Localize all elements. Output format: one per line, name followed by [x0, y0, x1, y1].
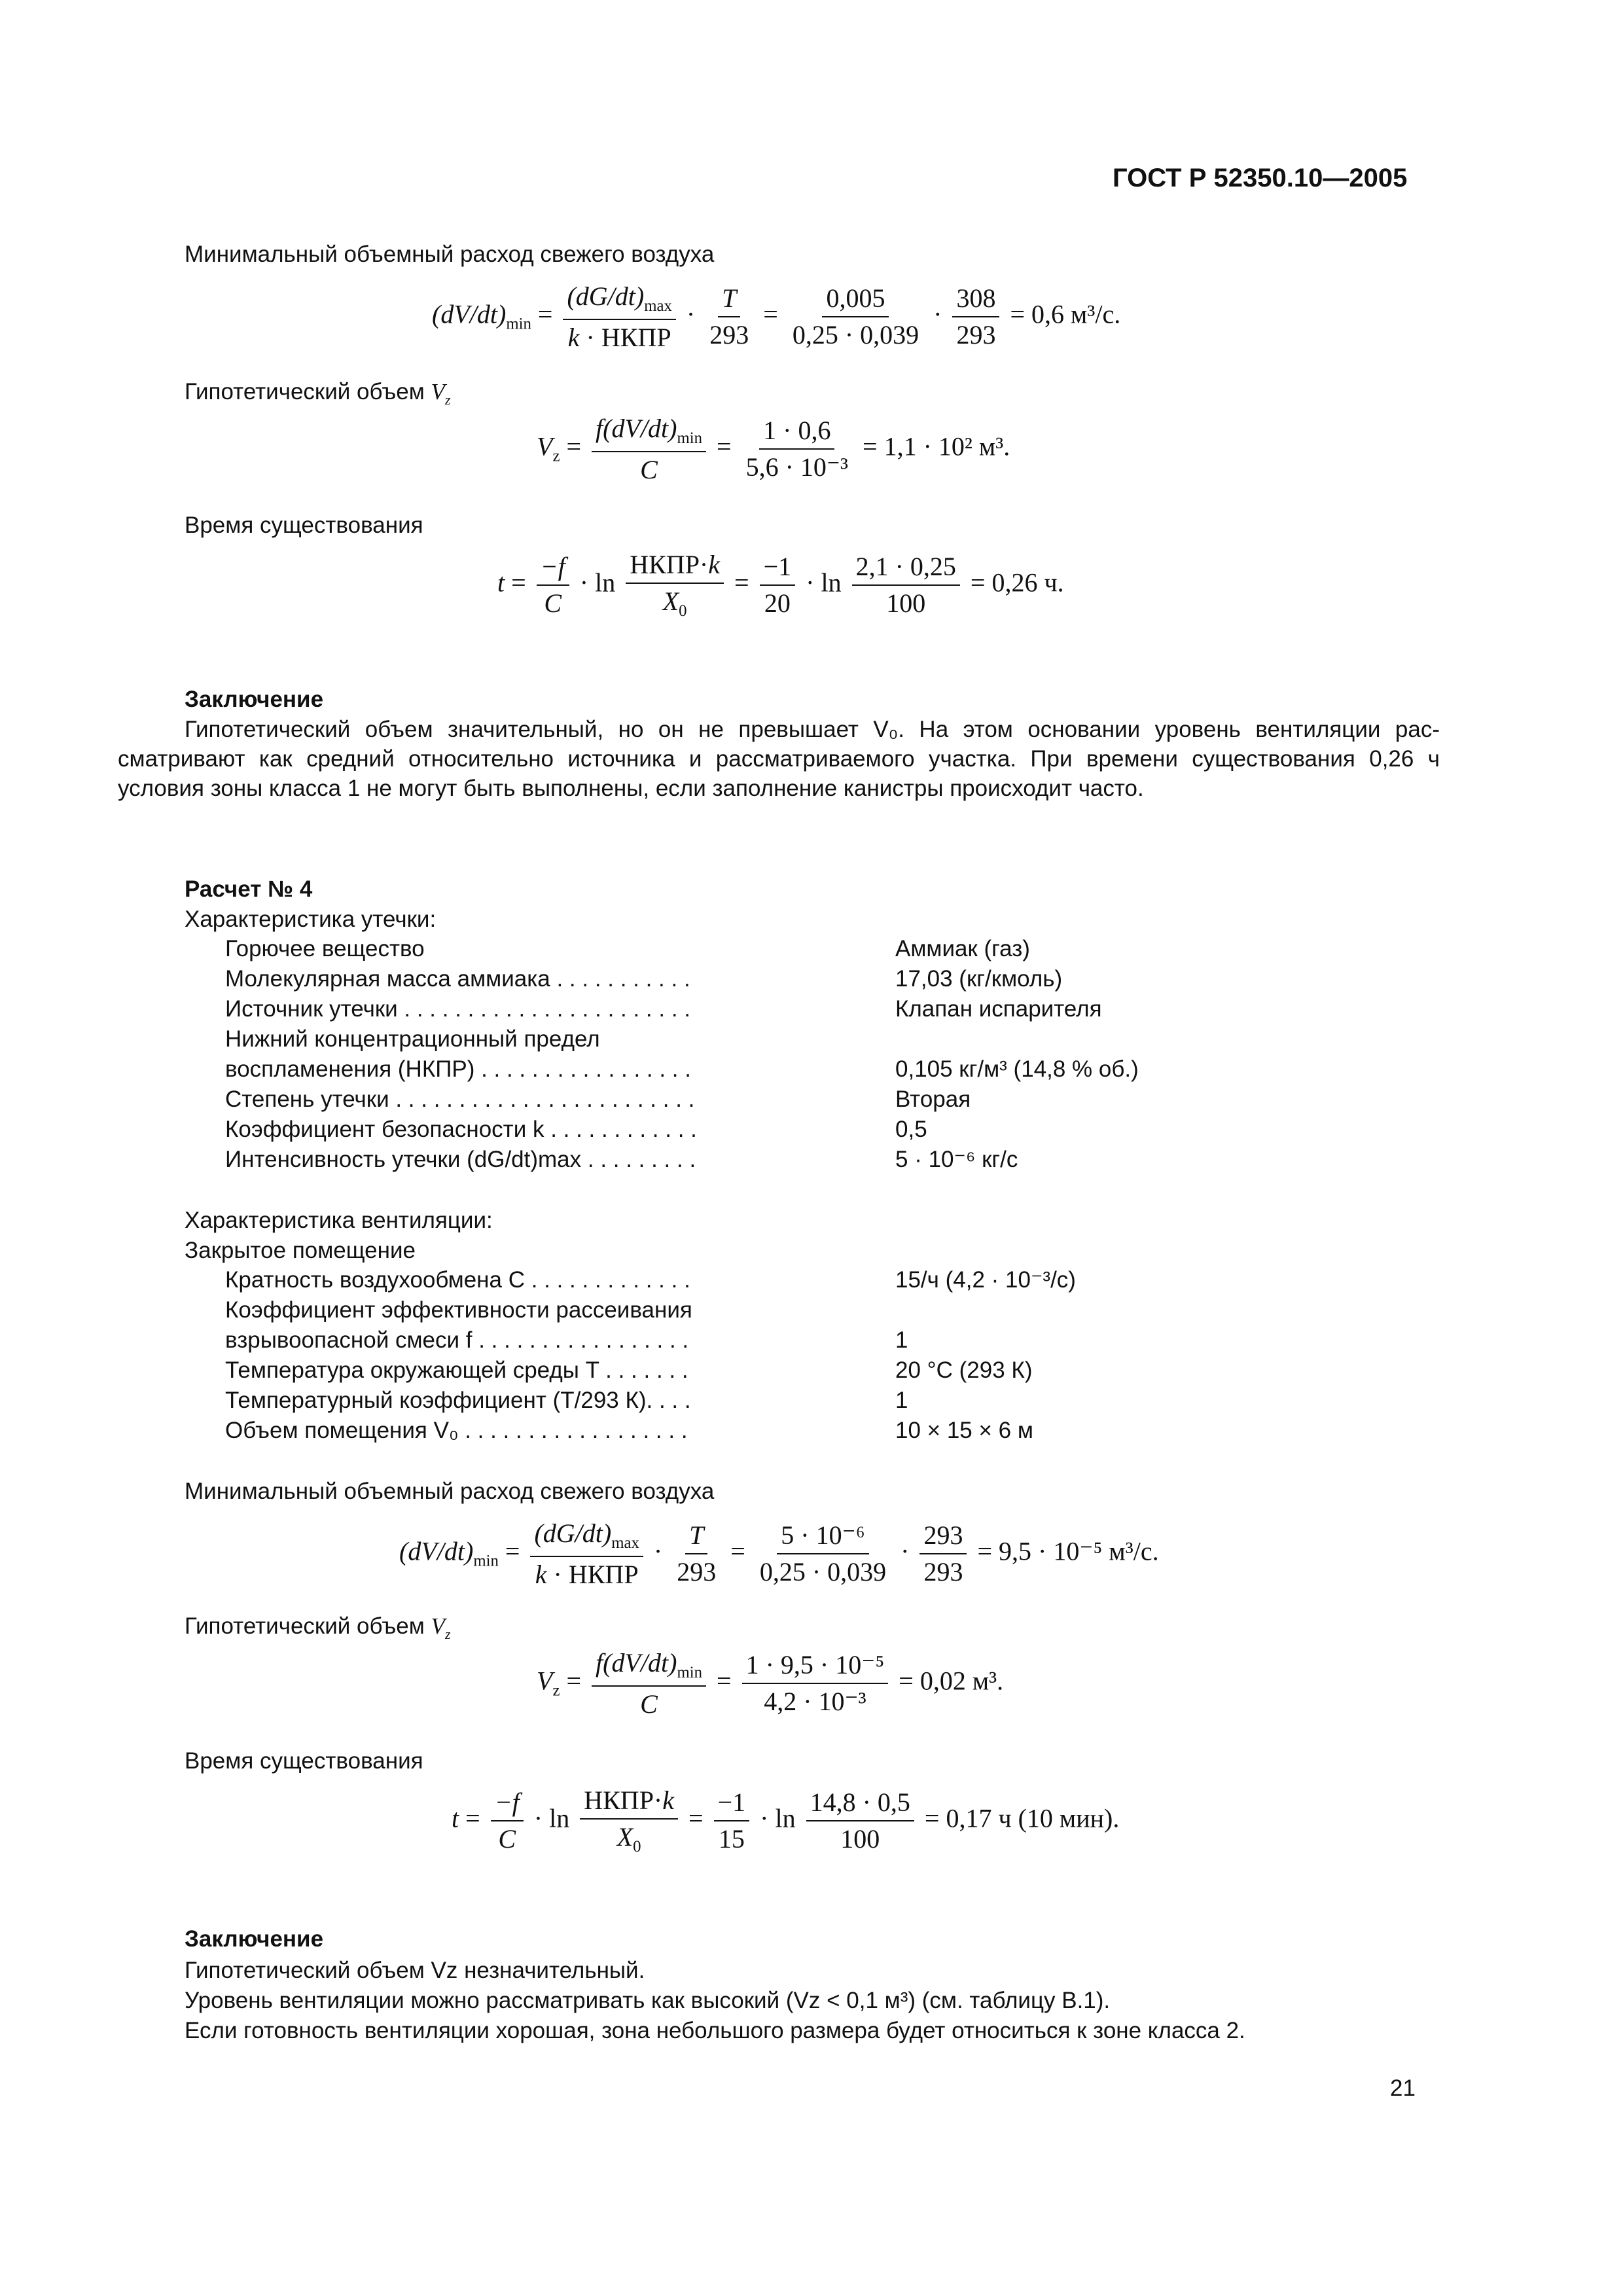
conclusion-line: Гипотетический объем Vz незначительный.: [185, 1958, 645, 1983]
hyp-volume-label-2: Гипотетический объем $V_z$: [185, 1613, 451, 1642]
vent-row-label: Кратность воздухообмена С . . . . . . . . . . . . .: [225, 1267, 690, 1293]
existence-time-label: Время существования: [185, 512, 423, 538]
vent-row-label: Температурный коэффициент (T/293 К). . . .: [225, 1388, 691, 1413]
vent-row-value: 10 × 15 × 6 м: [895, 1418, 1033, 1443]
conclusion-title-1: Заключение: [185, 687, 324, 712]
existence-time-label-2: Время существования: [185, 1748, 423, 1774]
leak-row-label: Коэффициент безопасности k . . . . . . . . . . . .: [225, 1117, 697, 1142]
formula-existence-time-2: t = $\frac{-f}{C}$ · ln $\frac{\text{НКПР·k}}{X_0}$ = $\frac{-1}{15}$ · ln $\frac{14,8 \cdot 0,5}{100}$ = 0,17 ч (10 мин).: [452, 1785, 1120, 1856]
vent-row-value: 1: [895, 1327, 908, 1353]
formula-min-flow-2: $(dV/dt)_{min}$ = $\frac{(dG/dt)_{max}}{\text{k · НКПР}}$ · $\frac{T}{293}$ = $\frac{\text{5 · 10⁻⁶}}{0,25 \cdot 0,039}$ · $\frac{293}{293}$ = 9,5 · 10⁻⁵ м³/с.: [399, 1518, 1159, 1589]
leak-row-value: 5 · 10⁻⁶ кг/с: [895, 1147, 1018, 1172]
min-flow-label-2: Минимальный объемный расход свежего воздуха: [185, 1479, 715, 1504]
vent-row-label: Температура окружающей среды T . . . . . . .: [225, 1357, 688, 1383]
leak-row-value: Клапан испарителя: [895, 996, 1102, 1022]
leak-characteristics-header: Характеристика утечки:: [185, 906, 437, 932]
leak-row-label: Степень утечки . . . . . . . . . . . . . . . . . . . . . . . .: [225, 1086, 695, 1112]
hyp-volume-label: Гипотетический объем $V_z$: [185, 379, 451, 408]
conclusion-line: Уровень вентиляции можно рассматривать как высокий (Vz < 0,1 м³) (см. таблицу В.1).: [185, 1988, 1111, 2013]
ventilation-room-type: Закрытое помещение: [185, 1238, 416, 1263]
leak-row-label: Интенсивность утечки (dG/dt)max . . . . . . . . .: [225, 1147, 696, 1172]
leak-row-label: Горючее вещество: [225, 936, 425, 961]
conclusion-title-2: Заключение: [185, 1926, 324, 1952]
leak-row-value: 0,5: [895, 1117, 927, 1142]
vent-row-label: Коэффициент эффективности рассеивания: [225, 1297, 692, 1323]
formula-hyp-volume-2: $V_z$ = $\frac{f(dV/dt)_{min}}{C}$ = $\frac{\text{1 · 9,5 · 10⁻⁵}}{\text{4,2 · 10⁻³}}$ = 0,02 м³.: [537, 1648, 1004, 1719]
leak-row-label: воспламенения (НКПР) . . . . . . . . . . . . . . . . .: [225, 1056, 691, 1082]
vent-row-label: взрывоопасной смеси f . . . . . . . . . . . . . . . . .: [225, 1327, 689, 1353]
conclusion-line: Если готовность вентиляции хорошая, зона небольшого размера будет относиться к зоне класса 2.: [185, 2018, 1245, 2043]
formula-existence-time-1: t = $\frac{-f}{C}$ · ln $\frac{\text{НКПР·k}}{X_0}$ = $\frac{-1}{20}$ · ln $\frac{2,1 \cdot 0,25}{100}$ = 0,26 ч.: [497, 550, 1064, 620]
vent-row-value: 20 °С (293 К): [895, 1357, 1033, 1383]
leak-row-value: Аммиак (газ): [895, 936, 1030, 961]
formula-hyp-volume-1: $V_z$ = $\frac{f(dV/dt)_{min}}{C}$ = $\frac{1 \cdot 0,6}{\text{5,6 · 10⁻³}}$ = 1,1 · 10² м³.: [537, 414, 1010, 484]
leak-row-label: Нижний концентрационный предел: [225, 1026, 600, 1052]
leak-row-value: 17,03 (кг/кмоль): [895, 966, 1063, 992]
formula-min-flow-1: $(dV/dt)_{min}$ = $\frac{(dG/dt)_{max}}{\text{k · НКПР}}$ · $\frac{T}{293}$ = $\frac{0,005}{0,25 \cdot 0,039}$ · $\frac{308}{293}$ = 0,6 м³/с.: [432, 281, 1121, 352]
calc4-title: Расчет № 4: [185, 876, 313, 902]
leak-row-label: Молекулярная масса аммиака . . . . . . . . . . .: [225, 966, 690, 992]
leak-row-value: Вторая: [895, 1086, 971, 1112]
conclusion-text-1: Гипотетический объем значительный, но он не превышает V₀. На этом основании уровень вентиляции рас-сматривают как средний относительно источника и рассматриваемого участка. При времени существования 0,26 ч условия зоны класса 1 не могут быть выполнены, если заполнение канистры происходит часто.: [118, 717, 1440, 801]
vent-row-value: 15/ч (4,2 · 10⁻³/с): [895, 1267, 1076, 1293]
ventilation-characteristics-header: Характеристика вентиляции:: [185, 1208, 493, 1233]
page-number: 21: [1390, 2075, 1416, 2101]
leak-row-value: 0,105 кг/м³ (14,8 % об.): [895, 1056, 1139, 1082]
min-flow-label: Минимальный объемный расход свежего воздуха: [185, 242, 715, 267]
vent-row-value: 1: [895, 1388, 908, 1413]
vent-row-label: Объем помещения V₀ . . . . . . . . . . . . . . . . . .: [225, 1418, 688, 1443]
document-standard-number: ГОСТ Р 52350.10—2005: [1113, 164, 1408, 192]
leak-row-label: Источник утечки . . . . . . . . . . . . . . . . . . . . . . .: [225, 996, 690, 1022]
